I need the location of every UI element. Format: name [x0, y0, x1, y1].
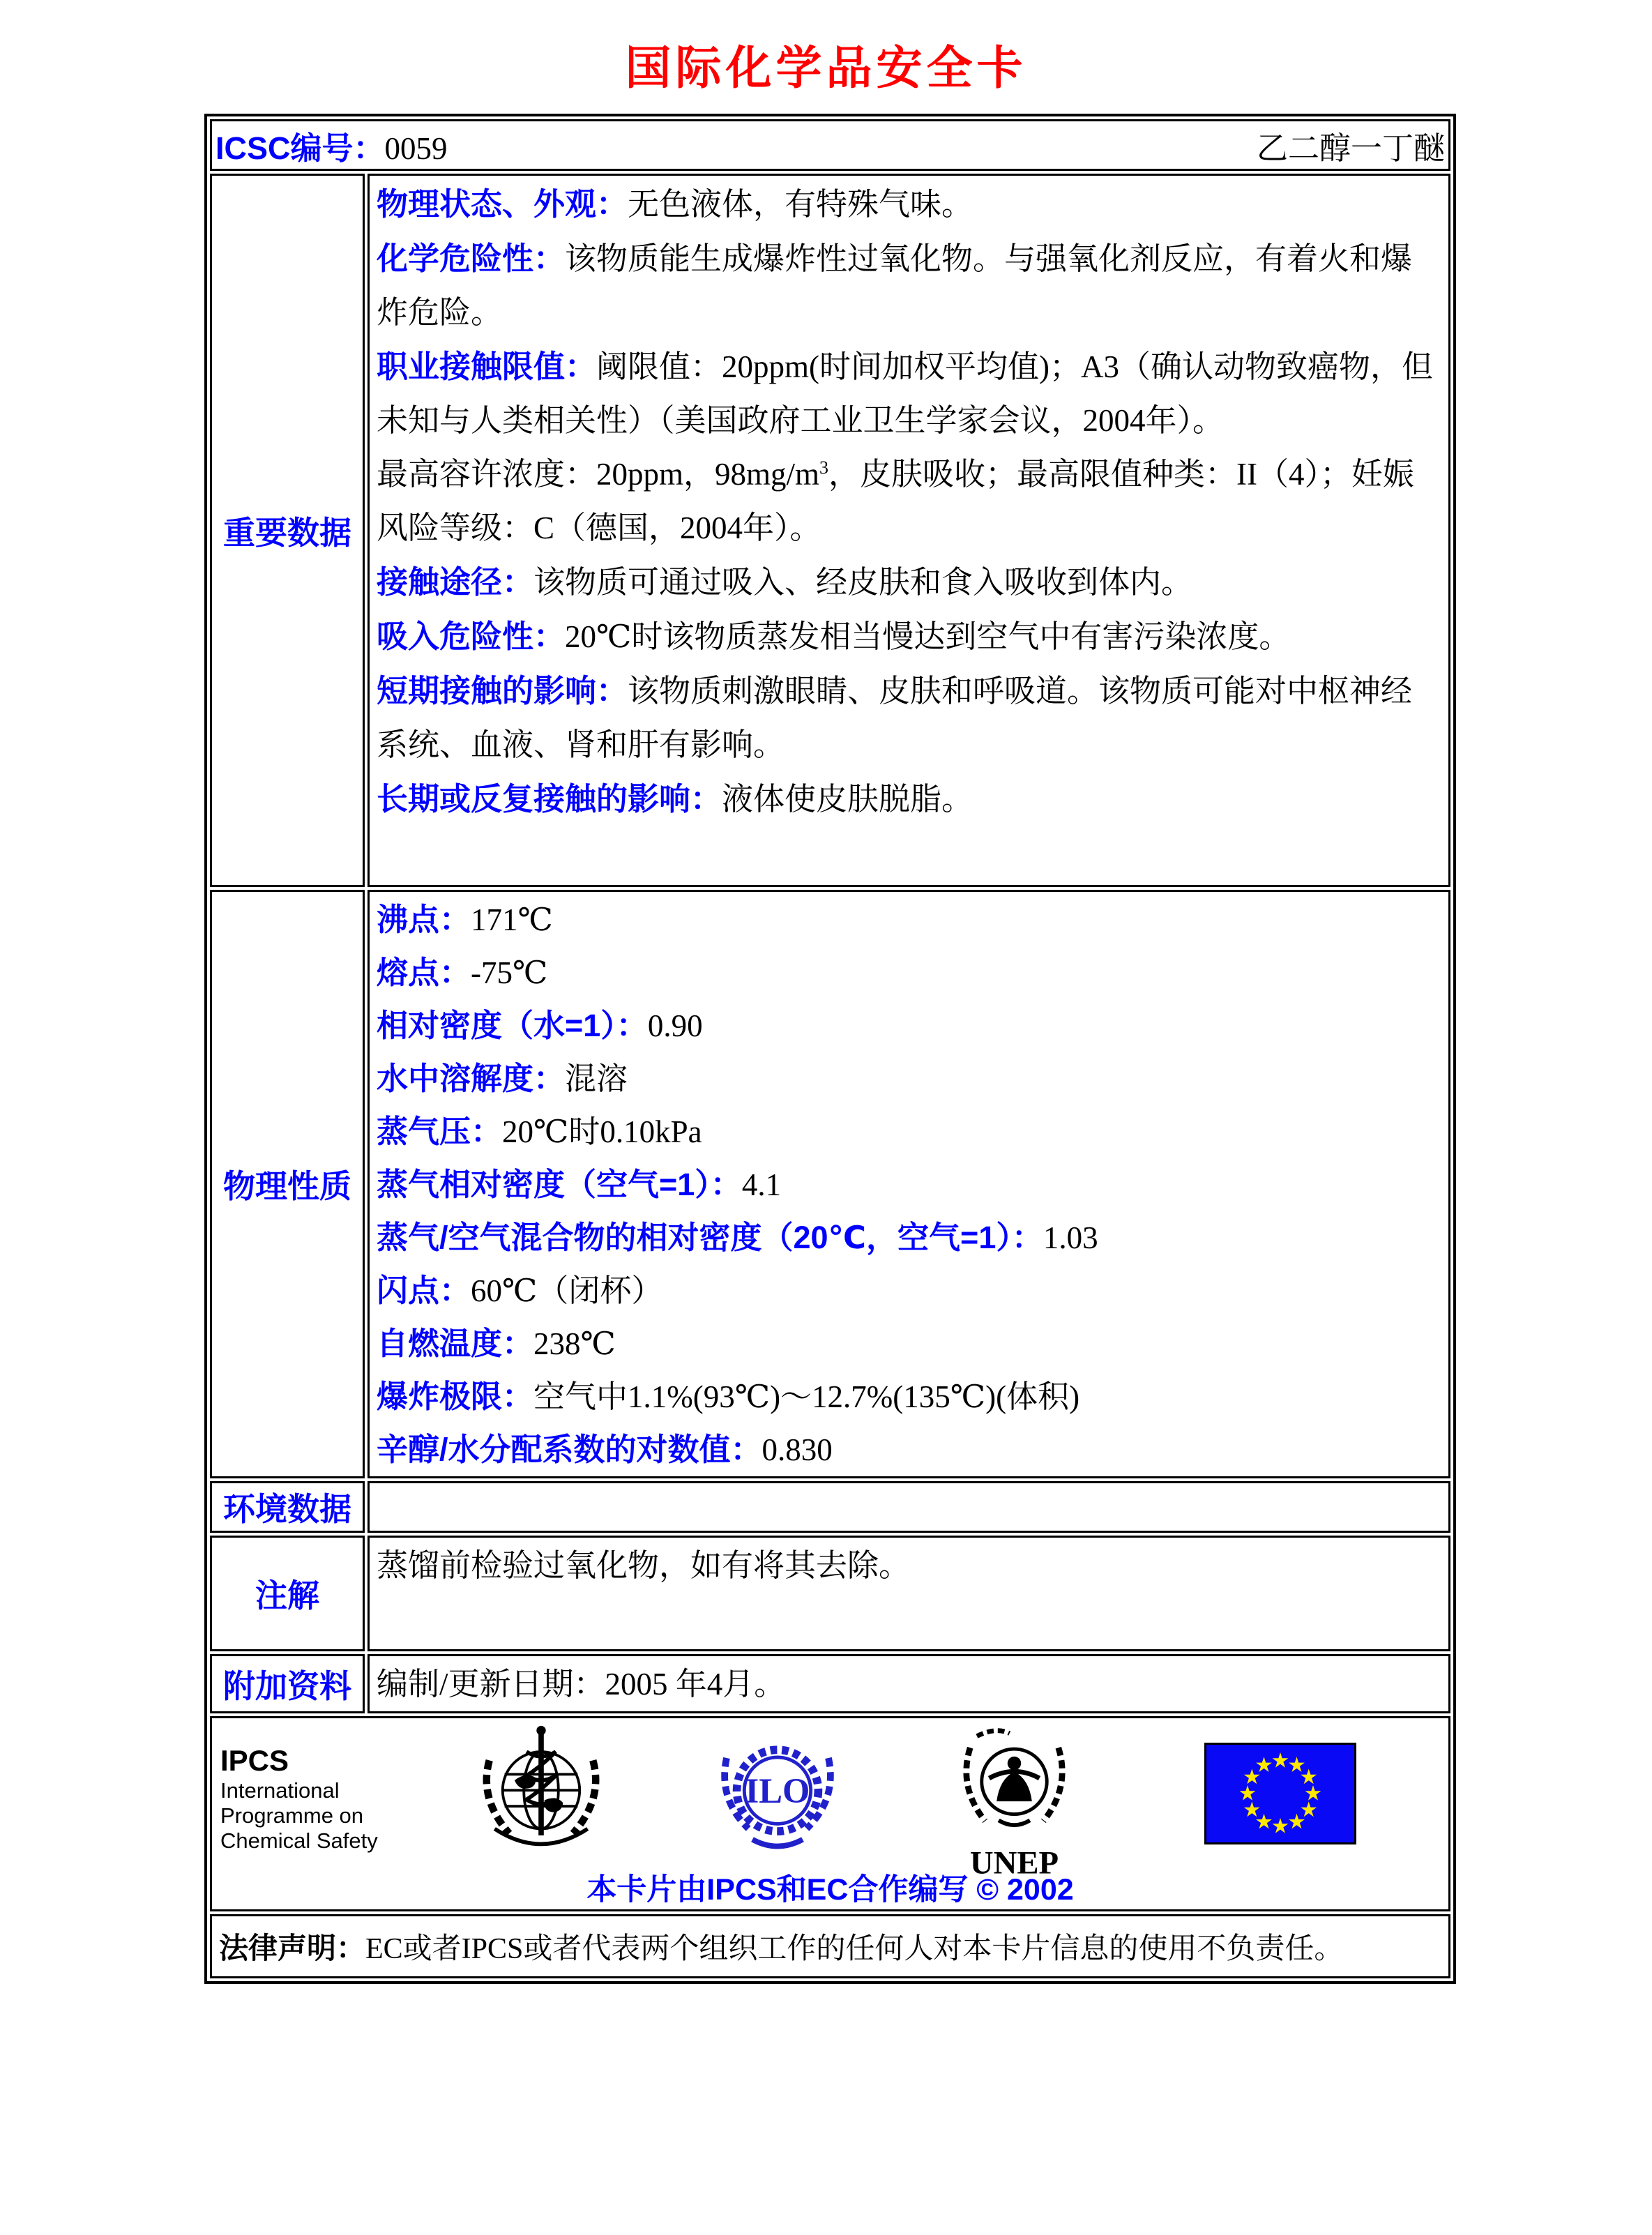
important-item-appearance	[377, 177, 1441, 232]
page-title: 国际化学品安全卡	[625, 42, 1027, 93]
environmental-data-row	[210, 1481, 1450, 1533]
field-label: 蒸气相对密度（空气=1）：	[377, 1167, 742, 1202]
field-label: 吸入危险性：	[377, 619, 566, 654]
field-value: 空气中1.1%(93℃)～12.7%(135℃)(体积)	[533, 1379, 1080, 1414]
field-label: 相对密度（水=1）：	[377, 1008, 648, 1043]
physical-properties-content	[367, 890, 1450, 1478]
field-text: 最高容许浓度：20ppm，98mg/m	[377, 457, 820, 492]
field-label: 水中溶解度：	[377, 1061, 566, 1096]
physical-property-melting-point	[377, 946, 1441, 999]
footer-copyright: © 2002	[976, 1873, 1074, 1907]
physical-properties-row	[210, 890, 1450, 1478]
icsc-header-row	[210, 119, 1450, 171]
section-label-additional-info: 附加资料	[210, 1654, 365, 1713]
field-label: 自燃温度：	[377, 1326, 534, 1361]
field-text: 液体使皮肤脱脂。	[722, 782, 973, 817]
icsc-number-value: 0059	[384, 130, 448, 166]
field-label: 职业接触限值：	[377, 349, 597, 384]
icsc-card-table	[204, 114, 1456, 1984]
important-item-inhalation-risk	[377, 609, 1441, 664]
important-item-long-term	[377, 772, 1441, 826]
field-label: 物理状态、外观：	[377, 186, 628, 222]
physical-property-boiling-point	[377, 893, 1441, 946]
ilo-logo-text: ILO	[745, 1771, 810, 1811]
field-text: ，皮肤吸收；最高限值种类：II（4）；妊娠风险等级：C（德国，2004年）。	[377, 457, 1414, 545]
field-label: 短期接触的影响：	[377, 673, 628, 709]
field-label: 蒸气压：	[377, 1114, 503, 1149]
field-text: 阈限值：20ppm(时间加权平均值)；A3（确认动物致癌物，但未知与人类相关性）（美国政府工业卫生学家会议，2004年）。	[377, 349, 1433, 438]
physical-property-relative-density	[377, 999, 1441, 1052]
physical-property-explosive-limits	[377, 1370, 1441, 1423]
physical-property-autoignition	[377, 1317, 1441, 1370]
section-label-physical-properties: 物理性质	[210, 890, 365, 1478]
ilo-logo-icon	[711, 1731, 844, 1860]
legal-row	[210, 1914, 1450, 1978]
field-text: 该物质可通过吸入、经皮肤和食入吸收到体内。	[533, 565, 1193, 600]
unep-logo-text: UNEP	[969, 1844, 1059, 1881]
superscript-3: 3	[819, 457, 829, 478]
unep-logo-icon	[950, 1722, 1079, 1886]
field-value: 4.1	[741, 1167, 782, 1202]
important-item-short-term	[377, 664, 1441, 772]
additional-info-content: 编制/更新日期：2005 年4月。	[367, 1654, 1450, 1713]
important-data-content	[367, 174, 1450, 887]
physical-property-vapor-air-density	[377, 1211, 1441, 1264]
field-text: 无色液体，有特殊气味。	[628, 187, 973, 222]
ipcs-title: IPCS	[220, 1744, 289, 1777]
section-label-important-data: 重要数据	[210, 174, 365, 887]
important-item-occupational-limits	[377, 340, 1441, 448]
icsc-number-group	[215, 123, 448, 168]
who-logo-icon	[471, 1724, 611, 1863]
field-label: 辛醇/水分配系数的对数值：	[377, 1432, 762, 1467]
legal-text: EC或者IPCS或者代表两个组织工作的任何人对本卡片信息的使用不负责任。	[365, 1933, 1344, 1965]
notes-content: 蒸馏前检验过氧化物，如有将其去除。	[367, 1536, 1450, 1651]
field-label: 接触途径：	[377, 564, 534, 600]
field-value: 1.03	[1043, 1220, 1098, 1255]
ipcs-line: Chemical Safety	[220, 1828, 378, 1853]
physical-property-water-solubility	[377, 1052, 1441, 1105]
field-text: 该物质能生成爆炸性过氧化物。与强氧化剂反应，有着火和爆炸危险。	[377, 241, 1413, 330]
field-label: 蒸气/空气混合物的相对密度（20℃，空气=1）：	[377, 1220, 1043, 1255]
field-text: 20℃时该物质蒸发相当慢达到空气中有害污染浓度。	[565, 619, 1291, 654]
field-label: 化学危险性：	[377, 241, 566, 276]
section-label-environmental-data: 环境数据	[210, 1481, 365, 1533]
field-value: 60℃（闭杯）	[471, 1273, 663, 1308]
footer-row	[210, 1716, 1450, 1911]
physical-property-vapor-density	[377, 1158, 1441, 1211]
icsc-number-label: ICSC编号：	[215, 130, 385, 166]
notes-row	[210, 1536, 1450, 1651]
physical-property-flash-point	[377, 1264, 1441, 1317]
important-item-mak	[377, 448, 1441, 555]
field-value: 238℃	[533, 1326, 616, 1361]
physical-property-log-pow	[377, 1423, 1441, 1476]
field-value: -75℃	[471, 955, 548, 990]
footer-caption-text: 本卡片由IPCS和EC合作编写	[586, 1873, 969, 1907]
field-value: 0.830	[761, 1432, 833, 1467]
important-item-chemical-danger	[377, 232, 1441, 340]
additional-info-row	[210, 1654, 1450, 1713]
eu-flag-icon	[1204, 1743, 1356, 1844]
field-label: 闪点：	[377, 1273, 471, 1308]
footer-caption	[212, 1866, 1448, 1909]
legal-label: 法律声明：	[219, 1932, 366, 1964]
icsc-header-cell	[210, 119, 1450, 171]
physical-property-vapor-pressure	[377, 1105, 1441, 1158]
field-value: 20℃时0.10kPa	[502, 1114, 702, 1149]
field-value: 0.90	[647, 1008, 703, 1043]
legal-cell	[210, 1914, 1450, 1978]
ipcs-text-block	[220, 1743, 378, 1854]
field-label: 爆炸极限：	[377, 1379, 534, 1414]
field-label: 沸点：	[377, 902, 471, 937]
important-data-row	[210, 174, 1450, 887]
field-value: 171℃	[471, 902, 553, 937]
field-text: 该物质刺激眼睛、皮肤和呼吸道。该物质可能对中枢神经系统、血液、肾和肝有影响。	[377, 674, 1413, 762]
footer-cell	[210, 1716, 1450, 1911]
environmental-data-content	[367, 1481, 1450, 1533]
section-label-notes: 注解	[210, 1536, 365, 1651]
field-value: 混溶	[565, 1061, 628, 1096]
chemical-name: 乙二醇一丁醚	[1256, 130, 1445, 166]
important-item-exposure-routes	[377, 555, 1441, 609]
field-label: 长期或反复接触的影响：	[377, 781, 722, 817]
icsc-line	[213, 122, 1448, 168]
field-label: 熔点：	[377, 955, 471, 990]
ipcs-line: Programme on	[220, 1803, 364, 1828]
ipcs-line: International	[220, 1778, 340, 1803]
